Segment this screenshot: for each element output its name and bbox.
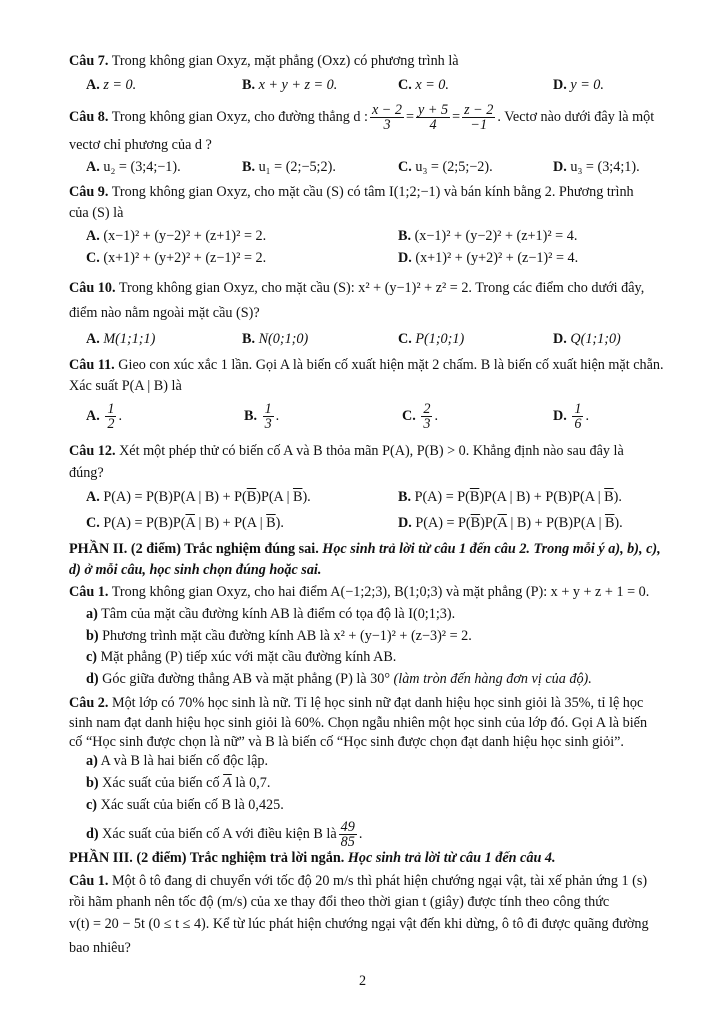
q9-text1: Trong không gian Oxyz, cho mặt cầu (S) có tâm I(1;2;−1) và bán kính bằng 2. Phương trình xyxy=(111,184,634,200)
q10-b-text: N(0;1;0) xyxy=(258,331,309,347)
q11-d-frac xyxy=(572,402,583,431)
part3-note: Học sinh trả lời từ câu 1 đến câu 4. xyxy=(347,850,556,866)
q11-c-label: C. xyxy=(402,408,416,424)
q8-a-label: A. xyxy=(86,159,100,175)
q11-c-frac xyxy=(421,402,432,431)
p2q1-item-b xyxy=(86,627,472,645)
q9-d-text: (x+1)² + (y+2)² + (z−1)² = 4. xyxy=(415,250,579,266)
p2q2-a-label: a) xyxy=(86,753,98,769)
q9-a-text: (x−1)² + (y−2)² + (z+1)² = 2. xyxy=(103,228,267,244)
q12-b-p1: P(A) = P( xyxy=(414,489,470,505)
q7-b-text: x + y + z = 0. xyxy=(258,77,338,93)
q10-option-b xyxy=(242,330,308,348)
q11-option-b xyxy=(244,402,279,431)
q8-eq2: = xyxy=(452,109,461,125)
p2q1-item-c xyxy=(86,648,396,666)
q9-c-text: (x+1)² + (y+2)² + (z−1)² = 2. xyxy=(103,250,267,266)
p2q1-item-d xyxy=(86,670,592,688)
q11-text1: Gieo con xúc xắc 1 lần. Gọi A là biến cố xuất hiện mặt 2 chấm. B là biến cố xuất hiện mặt chẵn. xyxy=(118,357,664,373)
p2q1-item-a xyxy=(86,605,455,623)
q10-d-text: Q(1;1;0) xyxy=(570,331,621,347)
p2q1-label: Câu 1. xyxy=(69,584,109,600)
p3q1-text4: bao nhiêu? xyxy=(69,940,131,956)
q12-c-label: C. xyxy=(86,515,100,531)
q12-text2: đúng? xyxy=(69,465,104,481)
q11-a-frac xyxy=(105,402,116,431)
q8-frac1 xyxy=(370,103,404,132)
q9-option-a xyxy=(86,227,266,245)
q8-eq1: = xyxy=(406,109,415,125)
q8-frac2 xyxy=(416,103,450,132)
p2q2-item-b xyxy=(86,774,270,792)
p2q2-text1: Một lớp có 70% học sinh là nữ. Tỉ lệ học sinh nữ đạt danh hiệu học sinh giỏi là 35%, tỉ lệ học xyxy=(111,695,644,711)
p2q2-item-a xyxy=(86,752,268,770)
q8-text1: Trong không gian Oxyz, cho đường thẳng d : xyxy=(111,109,368,125)
q8-option-a xyxy=(86,158,181,176)
p3q1-stem-line xyxy=(69,872,647,890)
q7-option-c xyxy=(398,76,449,94)
q7-label: Câu 7. xyxy=(69,53,109,69)
q11-b-frac xyxy=(263,402,274,431)
p2q1-c-text: Mặt phẳng (P) tiếp xúc với mặt cầu đường kính AB. xyxy=(100,649,397,665)
q8-d-label: D. xyxy=(553,159,567,175)
q10-label: Câu 10. xyxy=(69,280,116,296)
q12-d-p4: $\overline{A}$ xyxy=(497,515,507,531)
q11-b-den: 3 xyxy=(264,416,272,433)
part2-note2 xyxy=(69,561,321,579)
p2q1-stem-line xyxy=(69,583,649,601)
part2-note2-text: d) ở mỗi câu, học sinh chọn đúng hoặc sai. xyxy=(69,562,322,578)
p2q2-stem-line xyxy=(69,694,643,712)
q7-option-d xyxy=(553,76,604,94)
q8-option-d xyxy=(553,158,640,176)
part3-title: PHẦN III. (2 điểm) Trắc nghiệm trả lời ngắn. xyxy=(69,850,345,866)
p2q2-item-c xyxy=(86,796,284,814)
q11-c-den: 3 xyxy=(423,416,431,433)
q12-d-p6: $\overline{B}$ xyxy=(604,515,615,531)
q9-d-label: D. xyxy=(398,250,412,266)
q11-c-dot: . xyxy=(434,408,438,424)
q7-text: Trong không gian Oxyz, mặt phẳng (Oxz) có phương trình là xyxy=(111,53,459,69)
q7-a-label: A. xyxy=(86,77,100,93)
q10-stem-line xyxy=(69,279,644,297)
q11-stem-line xyxy=(69,356,664,374)
q12-d-p1: P(A) = P( xyxy=(415,515,471,531)
q8-frac3 xyxy=(462,103,495,132)
q7-d-text: y = 0. xyxy=(570,77,604,93)
q8-frac3-num: z − 2 xyxy=(464,102,494,119)
q9-label: Câu 9. xyxy=(69,184,109,200)
q11-d-num: 1 xyxy=(574,401,582,418)
q10-option-c xyxy=(398,330,464,348)
q8-b-label: B. xyxy=(242,159,256,175)
q12-label: Câu 12. xyxy=(69,443,116,459)
q8-c-label: C. xyxy=(398,159,412,175)
q12-c-p4: $\overline{B}$ xyxy=(266,515,276,531)
p3q1-text2: rồi hãm phanh nên tốc độ (m/s) của xe thay đổi theo thời gian t (giây) được tính theo công thức xyxy=(69,894,610,910)
q11-option-c xyxy=(402,402,438,431)
q11-d-den: 6 xyxy=(574,416,582,433)
q10-text1: Trong không gian Oxyz, cho mặt cầu (S): x² + (y−1)² + z² = 2. Trong các điểm cho dưới đây, xyxy=(118,280,645,296)
p2q2-c-label: c) xyxy=(86,797,98,813)
q12-option-d xyxy=(398,514,623,532)
q12-c-p5: ). xyxy=(275,515,284,531)
p2q1-a-label: a) xyxy=(86,606,98,622)
q8-text3: vectơ chỉ phương của d ? xyxy=(69,137,212,153)
q12-option-b xyxy=(398,488,622,506)
q12-option-c xyxy=(86,514,284,532)
p2q1-a-text: Tâm của mặt cầu đường kính AB là điểm có tọa độ là I(0;1;3). xyxy=(101,606,456,622)
q11-c-num: 2 xyxy=(423,401,431,418)
p2q2-b-p3: là 0,7. xyxy=(231,775,271,791)
p2q1-d-note: (làm tròn đến hàng đơn vị của độ). xyxy=(393,671,592,687)
q12-c-p2: $\overline{A}$ xyxy=(185,515,195,531)
p2q2-d-dot: . xyxy=(358,826,363,842)
q11-b-dot: . xyxy=(275,408,280,424)
q7-stem-line xyxy=(69,52,459,70)
q12-a-p1: P(A) = P(B)P(A | B) + P( xyxy=(103,489,247,505)
q7-option-b xyxy=(242,76,337,94)
q12-d-p3: )P( xyxy=(480,515,498,531)
q12-d-p7: ). xyxy=(614,515,623,531)
q9-b-label: B. xyxy=(398,228,412,244)
q8-c-text: u₃ = (2;5;−2). xyxy=(415,159,493,175)
q8-frac2-den: 4 xyxy=(429,117,437,134)
q10-text2: điểm nào nằm ngoài mặt cầu (S)? xyxy=(69,305,260,321)
q11-a-label: A. xyxy=(86,408,100,424)
q12-b-p4: $\overline{B}$ xyxy=(604,489,614,505)
q12-option-a xyxy=(86,488,311,506)
q7-a-text: z = 0. xyxy=(103,77,137,93)
q10-b-label: B. xyxy=(242,331,256,347)
q12-stem-line xyxy=(69,442,624,460)
q9-option-d xyxy=(398,249,578,267)
q11-b-num: 1 xyxy=(264,401,272,418)
p2q2-d-text: Xác suất của biến cố A với điều kiện B là xyxy=(102,826,337,842)
q9-option-b xyxy=(398,227,577,245)
p2q2-b-p2: $\overline{A}$ xyxy=(223,775,232,791)
p2q1-b-label: b) xyxy=(86,628,99,644)
q8-frac2-num: y + 5 xyxy=(418,102,449,119)
q12-a-p3: )P(A | xyxy=(256,489,293,505)
q12-d-label: D. xyxy=(398,515,412,531)
q9-text2: của (S) là xyxy=(69,205,124,221)
p2q2-text2: sinh nam đạt danh hiệu học sinh giỏi là 60%. Chọn ngẫu nhiên một học sinh của lớp đó. Gọi A là biến xyxy=(69,715,648,731)
p2q1-c-label: c) xyxy=(86,649,98,665)
q10-c-text: P(1;0;1) xyxy=(415,331,465,347)
p2q2-d-den: 85 xyxy=(340,834,355,851)
q9-c-label: C. xyxy=(86,250,100,266)
p2q1-text: Trong không gian Oxyz, cho hai điểm A(−1;2;3), B(1;0;3) và mặt phẳng (P): x + y + z + 1 = 0. xyxy=(111,584,650,600)
q8-stem-line xyxy=(69,100,654,134)
p2q2-d-num: 49 xyxy=(340,819,355,836)
p3q1-label: Câu 1. xyxy=(69,873,109,889)
p2q2-text3: cố “Học sinh được chọn là nữ” và B là biến cố “Học sinh được chọn đạt danh hiệu học sinh giỏi”. xyxy=(69,734,624,750)
q7-c-text: x = 0. xyxy=(415,77,449,93)
q12-a-p4: $\overline{B}$ xyxy=(292,489,303,505)
p2q2-c-text: Xác suất của biến cố B là 0,425. xyxy=(100,797,284,813)
q9-a-label: A. xyxy=(86,228,100,244)
part2-heading xyxy=(69,540,661,558)
q8-a-text: u₂ = (3;4;−1). xyxy=(103,159,181,175)
q11-option-d xyxy=(553,402,589,431)
q12-a-label: A. xyxy=(86,489,100,505)
q11-d-label: D. xyxy=(553,408,567,424)
q10-c-label: C. xyxy=(398,331,412,347)
q8-frac1-den: 3 xyxy=(383,117,391,134)
q8-label: Câu 8. xyxy=(69,109,109,125)
q8-option-c xyxy=(398,158,493,176)
q11-option-a xyxy=(86,402,122,431)
p3q1-text3: v(t) = 20 − 5t (0 ≤ t ≤ 4). Kể từ lúc phát hiện chướng ngại vật đến khi dừng, ô tô đi được quãng đường xyxy=(69,916,649,932)
q7-d-label: D. xyxy=(553,77,567,93)
q12-b-p3: )P(A | B) + P(B)P(A | xyxy=(479,489,605,505)
q11-text2: Xác suất P(A | B) là xyxy=(69,378,182,394)
p2q2-item-d xyxy=(86,814,362,854)
q12-b-p2: $\overline{B}$ xyxy=(469,489,480,505)
q12-a-p5: ). xyxy=(302,489,311,505)
q8-option-b xyxy=(242,158,336,176)
q12-b-label: B. xyxy=(398,489,412,505)
q12-b-p5: ). xyxy=(613,489,622,505)
q7-b-label: B. xyxy=(242,77,256,93)
q8-text2: . Vectơ nào dưới đây là một xyxy=(497,109,655,125)
q12-d-p5: | B) + P(B)P(A | xyxy=(506,515,605,531)
q11-label: Câu 11. xyxy=(69,357,115,373)
p2q2-a-text: A và B là hai biến cố độc lập. xyxy=(100,753,269,769)
q12-c-p1: P(A) = P(B)P( xyxy=(103,515,186,531)
q8-frac3-den: −1 xyxy=(470,117,488,134)
q10-option-a xyxy=(86,330,155,348)
q11-a-dot: . xyxy=(118,408,122,424)
q8-frac1-num: x − 2 xyxy=(371,102,403,119)
q8-d-text: u₃ = (3;4;1). xyxy=(570,159,640,175)
part2-note1: Học sinh trả lời từ câu 1 đến câu 2. Trong mỗi ý a), b), c), xyxy=(322,541,661,557)
q9-stem-line xyxy=(69,183,634,201)
q11-b-label: B. xyxy=(244,408,258,424)
p2q2-d-frac xyxy=(339,820,357,849)
q8-b-text: u₁ = (2;−5;2). xyxy=(258,159,336,175)
p2q2-b-p1: Xác suất của biến cố xyxy=(102,775,224,791)
q10-a-text: M(1;1;1) xyxy=(103,331,156,347)
q7-c-label: C. xyxy=(398,77,412,93)
q10-option-d xyxy=(553,330,621,348)
q11-a-den: 2 xyxy=(107,416,115,433)
p2q2-d-label: d) xyxy=(86,826,99,842)
q9-option-c xyxy=(86,249,266,267)
p2q2-b-label: b) xyxy=(86,775,99,791)
q12-d-p2: $\overline{B}$ xyxy=(470,515,481,531)
q10-a-label: A. xyxy=(86,331,100,347)
page-number: 2 xyxy=(358,973,367,989)
p3q1-text1: Một ô tô đang di chuyển với tốc độ 20 m/s thì phát hiện chướng ngại vật, tài xế phản ứng 1 (s) xyxy=(111,873,648,889)
p2q1-d-label: d) xyxy=(86,671,99,687)
q7-option-a xyxy=(86,76,136,94)
p2q1-b-text: Phương trình mặt cầu đường kính AB là x² + (y−1)² + (z−3)² = 2. xyxy=(102,628,472,644)
p2q2-label: Câu 2. xyxy=(69,695,109,711)
p2q1-d-text: Góc giữa đường thẳng AB và mặt phẳng (P) là 30° xyxy=(102,671,390,687)
q12-text1: Xét một phép thử có biến cố A và B thỏa mãn P(A), P(B) > 0. Khẳng định nào sau đây là xyxy=(119,443,624,459)
q12-a-p2: $\overline{B}$ xyxy=(246,489,257,505)
q10-d-label: D. xyxy=(553,331,567,347)
q11-a-num: 1 xyxy=(107,401,115,418)
q11-d-dot: . xyxy=(585,408,589,424)
q9-b-text: (x−1)² + (y−2)² + (z+1)² = 4. xyxy=(414,228,578,244)
part2-title: PHẦN II. (2 điểm) Trắc nghiệm đúng sai. xyxy=(69,541,319,557)
q12-c-p3: | B) + P(A | xyxy=(194,515,267,531)
part3-heading xyxy=(69,849,556,867)
